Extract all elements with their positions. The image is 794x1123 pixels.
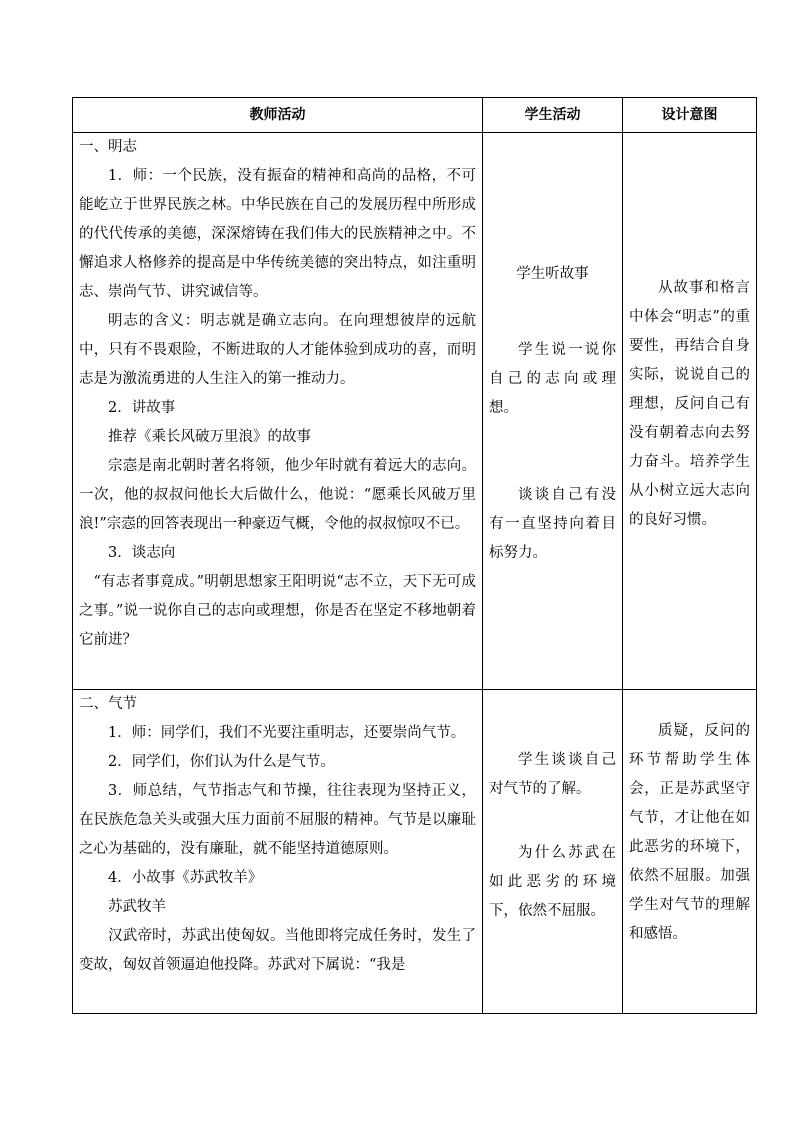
student-activity-text: 学生谈谈自己对气节的了解。 (489, 752, 616, 797)
section-row-mingzhi (73, 133, 757, 690)
teacher-paragraph: 苏武牧羊 (108, 899, 166, 915)
student-activity-text: 学生听故事 (516, 266, 589, 282)
student-cell-qijie (483, 690, 623, 1014)
header-student-activity: 学生活动 (483, 98, 623, 133)
student-cell-mingzhi (483, 133, 623, 690)
section-heading: 二、气节 (79, 696, 137, 712)
teacher-cell-qijie (73, 690, 483, 1014)
design-cell-mingzhi (623, 133, 757, 690)
section-heading: 一、明志 (79, 139, 137, 155)
teacher-paragraph: 1．师：一个民族，没有振奋的精神和高尚的品格，不可能屹立于世界民族之林。中华民族在自己的发展历程中所形成的代代传承的美德，深深熔铸在我们伟大的民族精神之中。不懈追求人格修养的提高是中华传统美德的突出特点，如注重明志、崇尚气节、讲究诚信等。 (79, 168, 476, 300)
teacher-paragraph: 推荐《乘长风破万里浪》的故事 (108, 429, 311, 445)
lesson-plan-table (72, 97, 757, 1014)
header-design-intent: 设计意图 (623, 98, 757, 133)
table-header-row (73, 98, 757, 133)
design-cell-qijie (623, 690, 757, 1014)
teacher-paragraph: 1．师：同学们，我们不光要注重明志，还要崇尚气节。 (108, 725, 466, 741)
design-intent-text: 从故事和格言中体会“明志”的重要性，再结合自身实际，说说自己的理想，反问自己有没有朝着志向去努力奋斗。培养学生从小树立远大志向的良好习惯。 (629, 280, 750, 528)
teacher-paragraph: 明志的含义：明志就是确立志向。在向理想彼岸的远航中，只有不畏艰险，不断进取的人才能体验到成功的喜，而明志是为激流勇进的人生注入的第一推动力。 (79, 313, 476, 387)
student-activity-text: 谈谈自己有没有一直坚持向着目标努力。 (489, 487, 616, 561)
section-row-qijie (73, 690, 757, 1014)
design-intent-text: 质疑，反问的环节帮助学生体会，正是苏武坚守气节，才让他在如此恶劣的环境下，依然不屈服。加强学生对气节的理解和感悟。 (629, 723, 750, 942)
teacher-paragraph: 2．同学们，你们认为什么是气节。 (108, 754, 335, 770)
teacher-paragraph: 4．小故事《苏武牧羊》 (108, 870, 263, 886)
student-activity-text: 为什么苏武在如此恶劣的环境下，依然不屈服。 (489, 845, 616, 919)
header-teacher-activity: 教师活动 (73, 98, 483, 133)
student-activity-text: 学生说一说你自己的志向或理想。 (489, 342, 616, 416)
teacher-paragraph: “有志者事竟成。”明朝思想家王阳明说“志不立，天下无可成之事。”说一说你自己的志向或理想，你是否在坚定不移地朝着它前进？ (79, 574, 476, 648)
teacher-paragraph: 2．讲故事 (108, 400, 176, 416)
teacher-paragraph: 3．师总结，气节指志气和节操，往往表现为坚持正义，在民族危急关头或强大压力面前不屈服的精神。气节是以廉耻之心为基础的，没有廉耻，就不能坚持道德原则。 (79, 783, 476, 857)
teacher-paragraph: 宗悫是南北朝时著名将领，他少年时就有着远大的志向。一次，他的叔叔问他长大后做什么，他说：“愿乘长风破万里浪!”宗悫的回答表现出一种豪迈气概，令他的叔叔惊叹不已。 (79, 458, 476, 532)
teacher-cell-mingzhi (73, 133, 483, 690)
teacher-paragraph: 汉武帝时，苏武出使匈奴。当他即将完成任务时，发生了变故，匈奴首领逼迫他投降。苏武对下属说：“我是 (79, 928, 476, 973)
teacher-paragraph: 3．谈志向 (108, 545, 176, 561)
